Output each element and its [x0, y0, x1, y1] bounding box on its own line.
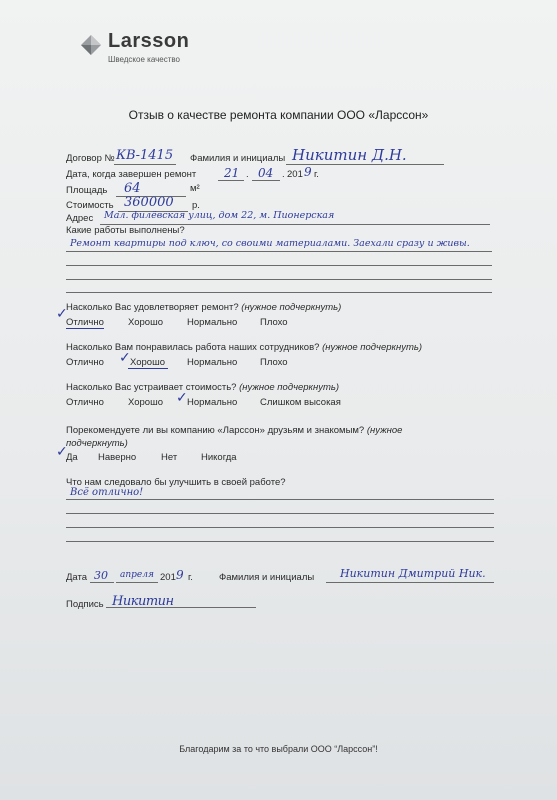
day-underline: [218, 180, 244, 181]
page-title: Отзыв о качестве ремонта компании ООО «Ларссон»: [128, 108, 429, 122]
question-1-hint: (нужное подчеркнуть): [241, 302, 342, 313]
works-label: Какие работы выполнены?: [66, 225, 185, 236]
date-completed-month: 04: [258, 166, 274, 180]
signoff-month: апреля: [120, 570, 154, 580]
month-underline: [252, 180, 280, 181]
question-2-hint: (нужное подчеркнуть): [322, 342, 423, 353]
address-value: Мал. филёвская улиц, дом 22, м. Пионерская: [104, 210, 335, 221]
date-completed-label: Дата, когда завершен ремонт: [66, 169, 197, 180]
works-line-1: [66, 251, 492, 252]
signoff-year-digit: 9: [176, 568, 184, 582]
improve-value: Всё отлично!: [70, 487, 144, 498]
recommend-label: Порекомендуете ли вы компанию «Ларссон» друзьям и знакомым?: [66, 425, 365, 436]
recommend-option-never[interactable]: Никогда: [201, 452, 237, 463]
signature-value: Никитин: [112, 594, 174, 609]
question-1-text: [66, 302, 341, 313]
q1-selected-underline: [66, 328, 104, 329]
q1-option-bad[interactable]: Плохо: [260, 317, 288, 328]
q2-selected-underline: [128, 368, 168, 369]
larsson-logo-icon: [80, 34, 102, 56]
cost-label: Стоимость: [66, 200, 114, 211]
signoff-date-label: Дата: [66, 572, 88, 583]
works-line-4: [66, 292, 492, 293]
q3-option-too-high[interactable]: Слишком высокая: [260, 397, 341, 408]
date-dot: .: [246, 169, 249, 180]
question-3-label: Насколько Вас устраивает стоимость?: [66, 382, 237, 393]
q2-option-normal[interactable]: Нормально: [187, 357, 238, 368]
q2-option-bad[interactable]: Плохо: [260, 357, 288, 368]
q1-option-normal[interactable]: Нормально: [187, 317, 238, 328]
date-completed-day: 21: [224, 166, 240, 180]
footer-thanks: Благодарим за то что выбрали ООО “Ларссон”!: [179, 744, 378, 754]
question-3-hint: (нужное подчеркнуть): [239, 382, 340, 393]
signoff-name-value: Никитин Дмитрий Ник.: [340, 567, 486, 580]
check-mark-q3: ✓: [176, 390, 188, 406]
name-label: Фамилия и инициалы: [190, 153, 286, 164]
date-completed-year-suffix: г.: [314, 169, 319, 180]
question-2-label: Насколько Вам понравилась работа наших сотрудников?: [66, 342, 320, 353]
question-3-text: [66, 382, 339, 393]
improve-line-1: [66, 499, 494, 500]
q3-option-good[interactable]: Хорошо: [128, 397, 163, 408]
works-line-2: [66, 265, 492, 266]
improve-line-2: [66, 513, 494, 514]
improve-line-4: [66, 541, 494, 542]
signoff-name-underline: [326, 582, 494, 583]
recommend-option-yes[interactable]: Да: [66, 452, 78, 463]
check-mark-q1: ✓: [56, 306, 68, 322]
works-line-3: [66, 279, 492, 280]
signoff-day-underline: [90, 582, 114, 583]
recommend-text: [66, 425, 402, 436]
q3-option-excellent[interactable]: Отлично: [66, 397, 104, 408]
brand-name: Larsson: [108, 30, 190, 52]
recommend-hint-2: подчеркнуть): [66, 438, 128, 449]
contract-value: КВ-1415: [116, 148, 174, 163]
q1-option-good[interactable]: Хорошо: [128, 317, 163, 328]
signoff-year-prefix: 201: [160, 572, 176, 583]
improve-label: Что нам следовало бы улучшить в своей работе?: [66, 477, 286, 488]
date-dot-2: .: [282, 169, 285, 180]
q3-option-normal[interactable]: Нормально: [187, 397, 238, 408]
signoff-year-suffix: г.: [188, 572, 193, 583]
check-mark-recommend: ✓: [56, 444, 68, 460]
q1-option-excellent[interactable]: Отлично: [66, 317, 104, 328]
area-unit: м²: [190, 183, 200, 194]
signature-label: Подпись: [66, 599, 104, 610]
recommend-option-no[interactable]: Нет: [161, 452, 178, 463]
works-value: Ремонт квартиры под ключ, со своими материалами. Заехали сразу и живы.: [70, 238, 470, 249]
cost-unit: р.: [192, 200, 200, 211]
contract-underline: [114, 164, 176, 165]
improve-line-3: [66, 527, 494, 528]
signoff-name-label: Фамилия и инициалы: [219, 572, 315, 583]
area-value: 64: [124, 181, 141, 196]
brand-tagline: Шведское качество: [108, 55, 180, 64]
date-completed-year-digit: 9: [304, 165, 312, 179]
name-value: Никитин Д.Н.: [292, 146, 407, 164]
signoff-day: 30: [94, 569, 108, 582]
check-mark-q2: ✓: [119, 350, 131, 366]
contract-label: Договор №: [66, 153, 115, 164]
question-1-label: Насколько Вас удовлетворяет ремонт?: [66, 302, 239, 313]
date-completed-year-prefix: 201: [287, 169, 303, 180]
signoff-month-underline: [116, 582, 158, 583]
signature-underline: [106, 607, 256, 608]
cost-value: 360000: [124, 195, 174, 210]
address-label: Адрес: [66, 213, 94, 224]
area-label: Площадь: [66, 185, 108, 196]
q2-option-excellent[interactable]: Отлично: [66, 357, 104, 368]
recommend-hint-1: (нужное: [366, 425, 403, 436]
recommend-option-maybe[interactable]: Наверно: [98, 452, 137, 463]
q2-option-good[interactable]: Хорошо: [130, 357, 165, 368]
